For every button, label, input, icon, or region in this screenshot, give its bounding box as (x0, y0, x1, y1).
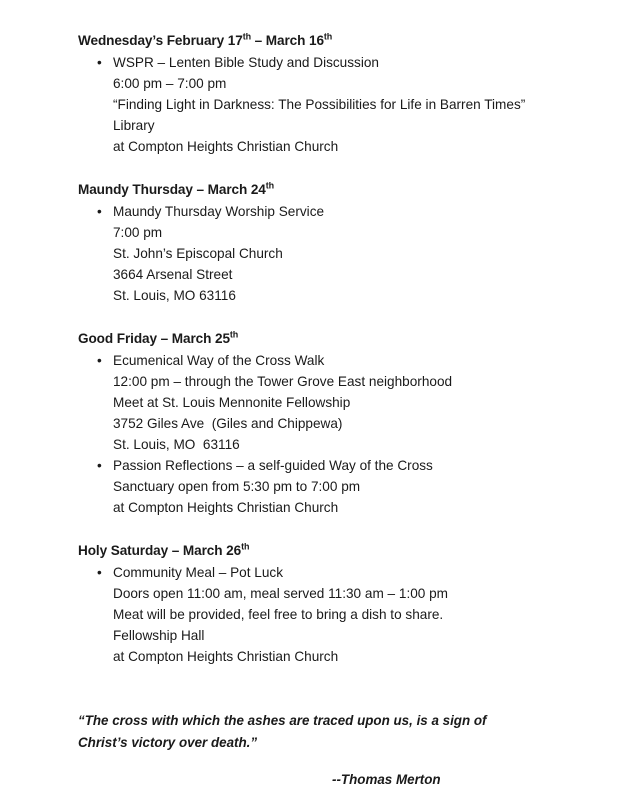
event-detail-line: Library (113, 118, 155, 133)
bullet-point-icon: • (97, 204, 102, 219)
heading-ordinal-suffix: th (229, 329, 239, 340)
event-title-line: WSPR – Lenten Bible Study and Discussion (113, 55, 379, 70)
event-detail-line: St. John’s Episcopal Church (113, 246, 283, 261)
heading-date-middle: – March 16 (250, 33, 324, 48)
heading-date-prefix: Good Friday – March 25 (78, 331, 230, 346)
event-detail-line: 6:00 pm – 7:00 pm (113, 76, 227, 91)
schedule-section (78, 540, 580, 667)
section-heading (78, 540, 580, 561)
quote-text: “The cross with which the ashes are traced upon us, is a sign of Christ’s victory over death.” (78, 713, 487, 750)
section-heading (78, 30, 580, 51)
closing-quote-block (78, 710, 580, 790)
bullet-point-icon: • (97, 55, 102, 70)
heading-date-prefix: Holy Saturday – March 26 (78, 543, 242, 558)
event-detail-line: at Compton Heights Christian Church (113, 500, 339, 515)
event-list (78, 201, 580, 306)
heading-ordinal-suffix: th (241, 541, 250, 552)
event-detail-line: Sanctuary open from 5:30 pm to 7:00 pm (113, 479, 361, 494)
event-title-line: Maundy Thursday Worship Service (113, 204, 325, 219)
section-heading (78, 328, 580, 349)
list-item (78, 455, 580, 518)
event-detail-line: St. Louis, MO 63116 (113, 437, 240, 452)
heading-date-prefix: Wednesday’s February 17 (78, 33, 243, 48)
bullet-point-icon: • (97, 565, 102, 580)
list-item (78, 52, 580, 157)
event-title-line: Passion Reflections – a self-guided Way of the Cross (113, 458, 433, 473)
heading-ordinal-suffix-2: th (323, 31, 333, 42)
event-detail-line: “Finding Light in Darkness: The Possibilities for Life in Barren Times” (113, 97, 526, 112)
event-list (78, 350, 580, 518)
list-item (78, 350, 580, 455)
list-item (78, 562, 580, 667)
event-title-line: Community Meal – Pot Luck (113, 565, 283, 580)
event-detail-line: 3664 Arsenal Street (113, 267, 233, 282)
section-heading (78, 179, 580, 200)
bullet-point-icon: • (97, 458, 102, 473)
event-detail-line: Meet at St. Louis Mennonite Fellowship (113, 395, 351, 410)
event-detail-line: Fellowship Hall (113, 628, 205, 643)
event-detail-line: at Compton Heights Christian Church (113, 649, 339, 664)
event-detail-line: 12:00 pm – through the Tower Grove East neighborhood (113, 374, 453, 389)
event-detail-line: Doors open 11:00 am, meal served 11:30 am – 1:00 pm (113, 586, 448, 601)
quote-attribution: --Thomas Merton (332, 772, 441, 787)
schedule-section (78, 328, 580, 518)
heading-date-prefix: Maundy Thursday – March 24 (78, 182, 266, 197)
bullet-point-icon: • (97, 353, 102, 368)
event-detail-line: Meat will be provided, feel free to bring a dish to share. (113, 607, 444, 622)
event-list (78, 562, 580, 667)
heading-ordinal-suffix: th (265, 180, 275, 191)
document-body (78, 30, 580, 790)
sections-container (78, 30, 580, 667)
heading-ordinal-suffix: th (242, 31, 251, 42)
event-list (78, 52, 580, 157)
event-detail-line: 3752 Giles Ave (Giles and Chippewa) (113, 416, 343, 431)
schedule-section (78, 30, 580, 157)
list-item (78, 201, 580, 306)
event-detail-line: at Compton Heights Christian Church (113, 139, 339, 154)
event-detail-line: 7:00 pm (113, 225, 163, 240)
event-detail-line: St. Louis, MO 63116 (113, 288, 236, 303)
schedule-section (78, 179, 580, 306)
event-title-line: Ecumenical Way of the Cross Walk (113, 353, 325, 368)
